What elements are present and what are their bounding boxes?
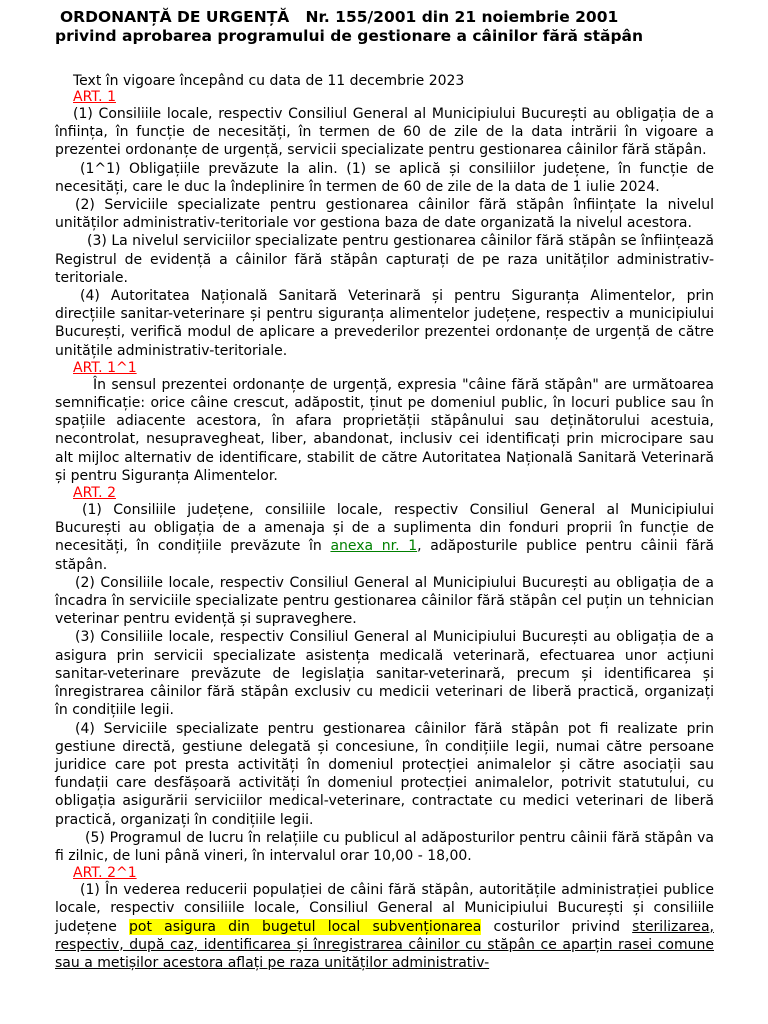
art2-para1 (55, 501, 714, 574)
art1-para1: (1) Consiliile locale, respectiv Consiliul General al Municipiului București au obligația de a înființa, în funcție de necesități, în termen de 60 de zile de la data intrării în vigoare a prezentei ordonanțe de urgență, servicii specializate pentru gestionarea câinilor fără stăpân. (55, 106, 714, 159)
art2-para4: (4) Serviciile specializate pentru gestionarea câinilor fără stăpân pot fi realizate prin gestiune directă, gestiune delegată și concesiune, în condițiile legii, numai către persoane juridice care pot presta activități în domeniul protecției animalelor și către asociații sau fundații care desfășoară activități în domeniul protecției animalelor, potrivit statutului, cu obligația asigurării serviciilor medical-veterinare, contractate cu medici veterinari de liberă practică, organizați în condițiile legii. (55, 720, 714, 828)
art2-1-para1-text-start: (1) În vederea reducerii populației de câini fără stăpân, autoritățile administrației publice locale, respectiv consiliile locale, Consiliul General al Municipiului București și consiliile județene (55, 882, 714, 935)
article-heading-art2-1[interactable]: ART. 2^1 (73, 865, 137, 882)
underlined-text: sterilizarea, respectiv, după caz, identificarea și înregistrarea câinilor cu stăpân ce aparțin rasei comune sau a metișilor acestora aflați pe raza unităților administrativ- (55, 918, 714, 971)
art2-para1-text-end: , adăposturile publice pentru câinii fără stăpân. (55, 538, 714, 573)
article-heading-art1-1[interactable]: ART. 1^1 (73, 359, 137, 376)
art1-para1-1: (1^1) Obligațiile prevăzute la alin. (1) se aplică și consiliilor județene, în funcție de necesități, care le duc la îndeplinire în termen de 60 de zile de la data de 1 iulie 2024. (55, 160, 714, 195)
art1-para3: (3) La nivelul serviciilor specializate pentru gestionarea câinilor fără stăpân se înființează Registrul de evidență a câinilor fără stăpân capturați de pe raza unităților administrativ-teritoriale. (55, 233, 714, 286)
art2-para1-text-start: (1) Consiliile județene, consiliile locale, respectiv Consiliul General al Municipiului București au obligația de a amenaja și de a suplimenta din fonduri proprii în funcție de necesități, în condițiile prevăzute în (55, 502, 714, 555)
highlighted-text: pot asigura din bugetul local subvenționarea (129, 918, 482, 935)
art1-1-para1: În sensul prezentei ordonanțe de urgență, expresia "câine fără stăpân" are următoarea semnificație: orice câine crescut, adăpostit, ținut pe domeniul public, în locuri publice sau în spațiile adiacente acestora, în afara proprietății stăpânului sau deținătorului acestuia, necontrolat, nesupravegheat, liber, abandonat, inclusiv cei identificați prin microcipare sau alt mijloc alternativ de identificare, stabilit de către Autoritatea Națională Sanitară Veterinară și pentru Siguranța Alimentelor. (55, 376, 714, 484)
annex-1-link[interactable]: anexa nr. 1 (330, 538, 418, 555)
document-subtitle: privind aprobarea programului de gestionare a câinilor fără stăpân (55, 27, 644, 45)
art2-1-para1 (55, 881, 714, 972)
art2-1-para1-text-mid: costurilor privind (481, 918, 633, 935)
art2-para3: (3) Consiliile locale, respectiv Consiliul General al Municipiului București au obligația de a asigura prin servicii specializate asistența medicală veterinară, efectuarea unor acțiuni sanitar-veterinare prevăzute de legislația sanitar-veterinară, precum și identificarea și înregistrarea câinilor fără stăpân exclusiv cu medicii veterinari de liberă practică, organizați în condițiile legii. (55, 629, 714, 719)
validity-note: Text în vigoare începând cu data de 11 decembrie 2023 (73, 73, 465, 89)
document-title: ORDONANȚĂ DE URGENȚĂ Nr. 155/2001 din 21 noiembrie 2001 (60, 8, 619, 26)
article-heading-art2[interactable]: ART. 2 (73, 485, 116, 502)
art1-para2: (2) Serviciile specializate pentru gestionarea câinilor fără stăpân înființate la nivelul unităților administrativ-teritoriale vor gestiona baza de date organizată la nivelul acestora. (55, 197, 714, 232)
art2-para2: (2) Consiliile locale, respectiv Consiliul General al Municipiului București au obligația de a încadra în serviciile specializate pentru gestionarea câinilor fără stăpân cel puțin un tehnician veterinar pentru evidență și supraveghere. (55, 574, 714, 628)
article-heading-art1[interactable]: ART. 1 (73, 89, 116, 105)
art1-para4: (4) Autoritatea Națională Sanitară Veterinară și pentru Siguranța Alimentelor, prin direcțiile sanitar-veterinare și pentru siguranța alimentelor județene, respectiv a municipiului București, verifică modul de aplicare a prevederilor prezentei ordonanțe de urgență de către unitățile administrativ-teritoriale. (55, 288, 714, 359)
art2-para5: (5) Programul de lucru în relațiile cu publicul al adăposturilor pentru câinii fără stăpân va fi zilnic, de luni până vineri, în intervalul orar 10,00 - 18,00. (55, 829, 714, 864)
